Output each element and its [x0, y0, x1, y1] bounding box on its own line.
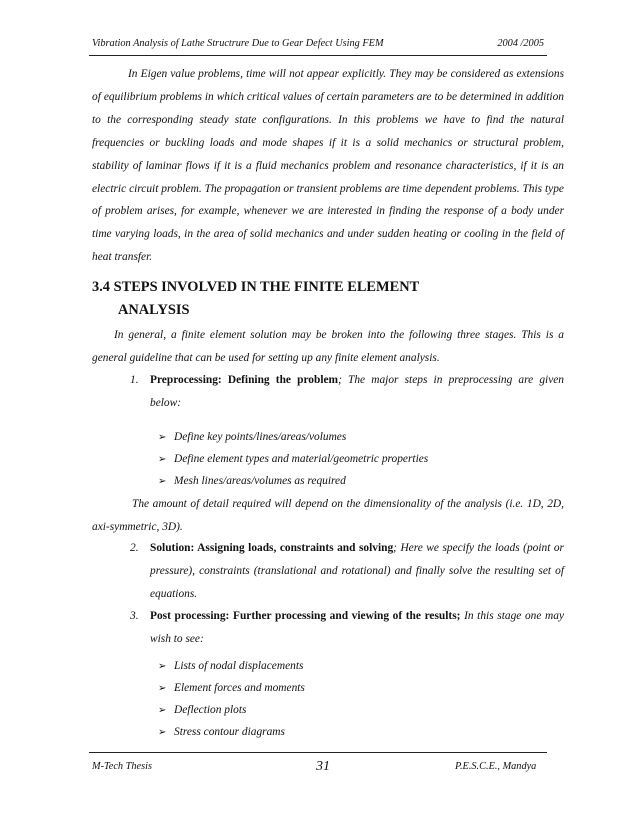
page-number: 31	[316, 759, 330, 774]
step-2-title: Solution: Assigning loads, constraints and solving	[150, 542, 394, 554]
list-item: ➢ Define key points/lines/areas/volumes	[158, 431, 347, 443]
arrow-bullet-icon: ➢	[158, 476, 167, 487]
intro-paragraph: In Eigen value problems, time will not appear explicitly. They may be considered as extensions of equilibrium problems in which critical values of certain parameters are to be determined in addition to the corresponding steady state configurations. In this problems we have to find the natural frequencies or buckling loads and mode shapes if it is a solid mechanics or structural problem, stability of laminar flows if it is a fluid mechanics problem and resonance characteristics, if it is an electric circuit problem. The propagation or transient problems are time dependent problems. This type of problem arises, for example, whenever we are interested in finding the response of a body under time varying loads, in the area of solid mechanics and under sudden heating or cooling in the field of heat transfer.	[92, 68, 564, 264]
step-3-title: Post processing: Further processing and viewing of the results;	[150, 610, 461, 622]
footer-rule	[89, 752, 547, 753]
arrow-bullet-icon: ➢	[158, 454, 167, 465]
section-heading-line1: 3.4 STEPS INVOLVED IN THE FINITE ELEMENT	[92, 279, 420, 295]
step-1-title: Preprocessing: Defining the problem	[150, 374, 339, 386]
arrow-bullet-icon: ➢	[158, 727, 167, 738]
step-2-body: ; Here we specify the loads (point or pressure), constraints (translational and rotational) and finally solve the resulting set of equations.	[150, 542, 564, 600]
arrow-bullet-icon: ➢	[158, 705, 167, 716]
section-heading-line2: ANALYSIS	[118, 302, 190, 318]
footer-right: P.E.S.C.E., Mandya	[455, 761, 537, 772]
step-3-body: In this stage one may wish to see:	[150, 610, 565, 645]
list-item: ➢ Lists of nodal displacements	[158, 660, 304, 672]
list-item: ➢ Stress contour diagrams	[158, 726, 285, 738]
header-rule	[89, 55, 547, 56]
detail-note: The amount of detail required will depend on the dimensionality of the analysis (i.e. 1D, 2D, axi-symmetric, 3D).	[92, 498, 564, 533]
step-2-number: 2.	[130, 542, 139, 554]
step-3-number: 3.	[130, 610, 139, 622]
arrow-bullet-icon: ➢	[158, 661, 167, 672]
step-2-text	[150, 537, 564, 605]
header-title: Vibration Analysis of Lathe Structrure Due to Gear Defect Using FEM	[92, 38, 384, 49]
footer-left: M-Tech Thesis	[92, 761, 152, 772]
list-item: ➢ Element forces and moments	[158, 682, 305, 694]
list-item: ➢ Mesh lines/areas/volumes as required	[158, 475, 346, 487]
list-item: ➢ Define element types and material/geometric properties	[158, 453, 429, 465]
arrow-bullet-icon: ➢	[158, 683, 167, 694]
header-year: 2004 /2005	[497, 38, 544, 49]
step-3-text	[150, 605, 564, 651]
arrow-bullet-icon: ➢	[158, 432, 167, 443]
page-header	[92, 38, 544, 54]
list-item: ➢ Deflection plots	[158, 704, 247, 716]
section-intro: In general, a finite element solution may be broken into the following three stages. This is a general guideline that can be used for setting up any finite element analysis.	[92, 329, 564, 364]
step-1-text	[150, 369, 564, 415]
step-1-body: ; The major steps in preprocessing are given below:	[150, 374, 564, 409]
step-1-number: 1.	[130, 374, 139, 386]
